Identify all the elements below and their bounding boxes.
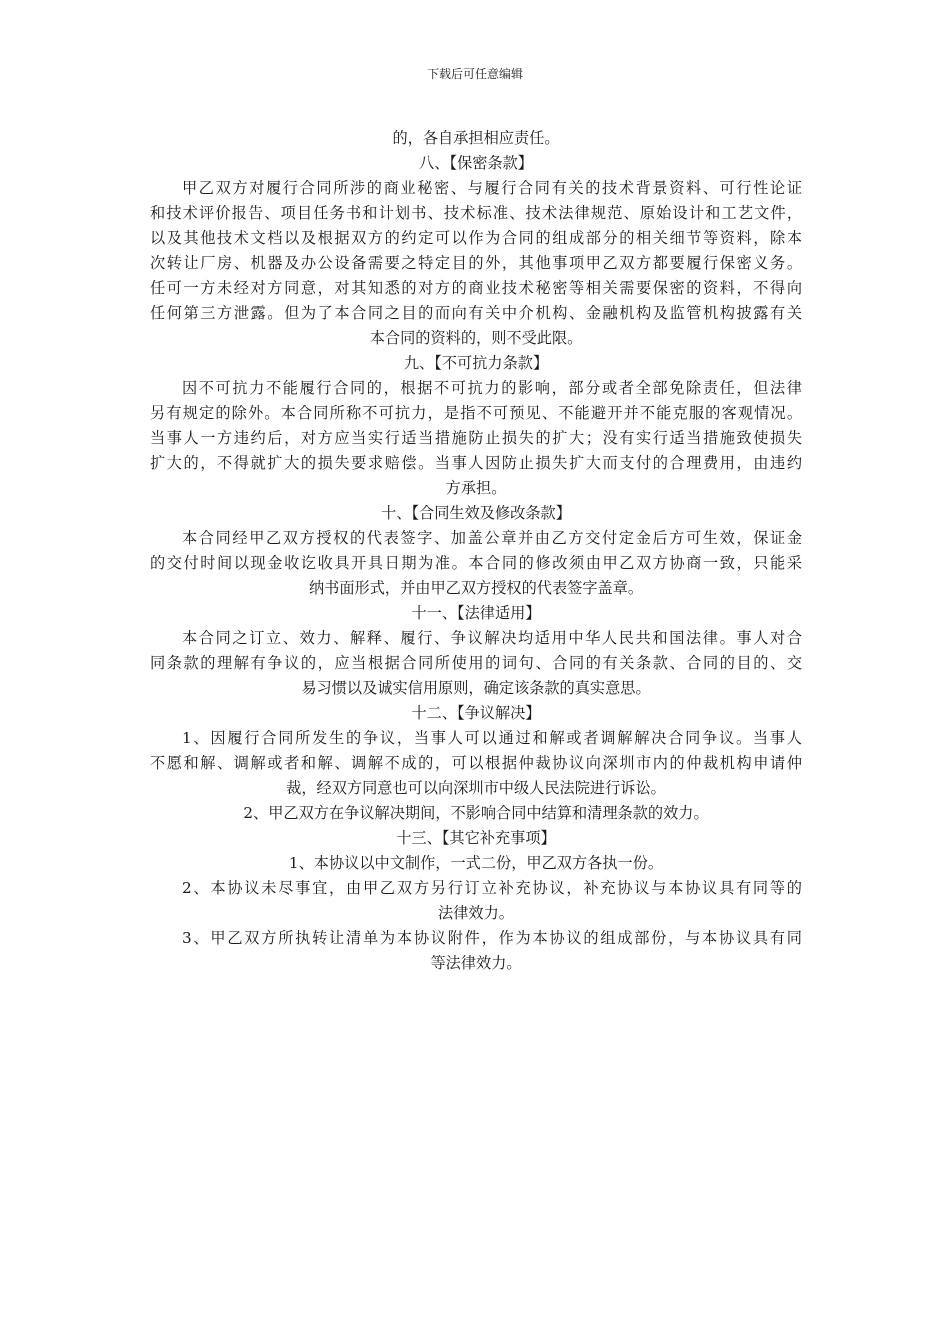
text-line: 甲乙双方对履行合同所涉的商业秘密、与履行合同有关的技术背景资料、可行性论证 bbox=[182, 179, 802, 197]
text-line: 同条款的理解有争议的，应当根据合同所使用的词句、合同的有关条款、合同的目的、交 bbox=[150, 654, 802, 672]
text-line: 裁，经双方同意也可以向深圳市中级人民法院进行诉讼。 bbox=[286, 779, 666, 797]
page-header: 下载后可任意编辑 bbox=[426, 67, 523, 81]
text-line: 因不可抗力不能履行合同的，根据不可抗力的影响，部分或者全部免除责任，但法律 bbox=[182, 379, 802, 397]
text-line: 十二、【争议解决】 bbox=[411, 704, 541, 722]
text-line: 当事人一方违约后，对方应当实行适当措施防止损失的扩大；没有实行适当措施致使损失 bbox=[150, 429, 802, 447]
text-line: 以及其他技术文档以及根据双方的约定可以作为合同的组成部分的相关细节等资料，除本 bbox=[150, 229, 802, 247]
text-line: 本合同之订立、效力、解释、履行、争议解决均适用中华人民共和国法律。事人对合 bbox=[182, 629, 802, 647]
text-line: 另有规定的除外。本合同所称不可抗力，是指不可预见、不能避开并不能克服的客观情况。 bbox=[150, 404, 802, 422]
text-line: 十、【合同生效及修改条款】 bbox=[381, 504, 571, 522]
text-line: 次转让厂房、机器及办公设备需要之特定目的外，其他事项甲乙双方都要履行保密义务。 bbox=[150, 254, 802, 272]
text-line: 十三、【其它补充事项】 bbox=[396, 829, 556, 847]
text-line: 十一、【法律适用】 bbox=[411, 604, 541, 622]
text-line: 法律效力。 bbox=[438, 904, 514, 922]
text-line: 方承担。 bbox=[445, 479, 507, 497]
text-line: 本合同的资料的，则不受此限。 bbox=[369, 329, 583, 347]
text-line: 任可一方未经对方同意，对其知悉的对方的商业技术秘密等相关需要保密的资料，不得向 bbox=[150, 279, 802, 297]
text-line: 等法律效力。 bbox=[430, 954, 522, 972]
text-line: 易习惯以及诚实信用原则，确定该条款的真实意思。 bbox=[301, 679, 651, 697]
text-line: 2、本协议未尽事宜，由甲乙双方另行订立补充协议，补充协议与本协议具有同等的 bbox=[182, 879, 802, 897]
text-line: 九、【不可抗力条款】 bbox=[403, 354, 549, 372]
text-line: 不愿和解、调解或者和解、调解不成的，可以根据仲裁协议向深圳市内的仲裁机构申请仲 bbox=[150, 754, 802, 772]
text-line: 和技术评价报告、项目任务书和计划书、技术标准、技术法律规范、原始设计和工艺文件， bbox=[150, 204, 802, 222]
text-line: 的，各自承担相应责任。 bbox=[392, 129, 560, 147]
text-line: 2、甲乙双方在争议解决期间，不影响合同中结算和清理条款的效力。 bbox=[243, 804, 709, 822]
text-line: 1、因履行合同所发生的争议，当事人可以通过和解或者调解解决合同争议。当事人 bbox=[182, 729, 802, 747]
text-line: 本合同经甲乙双方授权的代表签字、加盖公章并由乙方交付定金后方可生效，保证金 bbox=[182, 529, 802, 547]
contract-body bbox=[150, 126, 802, 976]
text-line: 八、【保密条款】 bbox=[419, 154, 533, 172]
text-line: 3、甲乙双方所执转让清单为本协议附件，作为本协议的组成部份，与本协议具有同 bbox=[182, 929, 802, 947]
text-line: 纳书面形式，并由甲乙双方授权的代表签字盖章。 bbox=[308, 579, 644, 597]
text-line: 任何第三方泄露。但为了本合同之目的而向有关中介机构、金融机构及监管机构披露有关 bbox=[150, 304, 802, 322]
text-line: 1、本协议以中文制作，一式二份，甲乙双方各执一份。 bbox=[288, 854, 664, 872]
text-line: 扩大的，不得就扩大的损失要求赔偿。当事人因防止损失扩大而支付的合理费用，由违约 bbox=[150, 454, 802, 472]
text-line: 的交付时间以现金收讫收具开具日期为准。本合同的修改须由甲乙双方协商一致，只能采 bbox=[150, 554, 802, 572]
